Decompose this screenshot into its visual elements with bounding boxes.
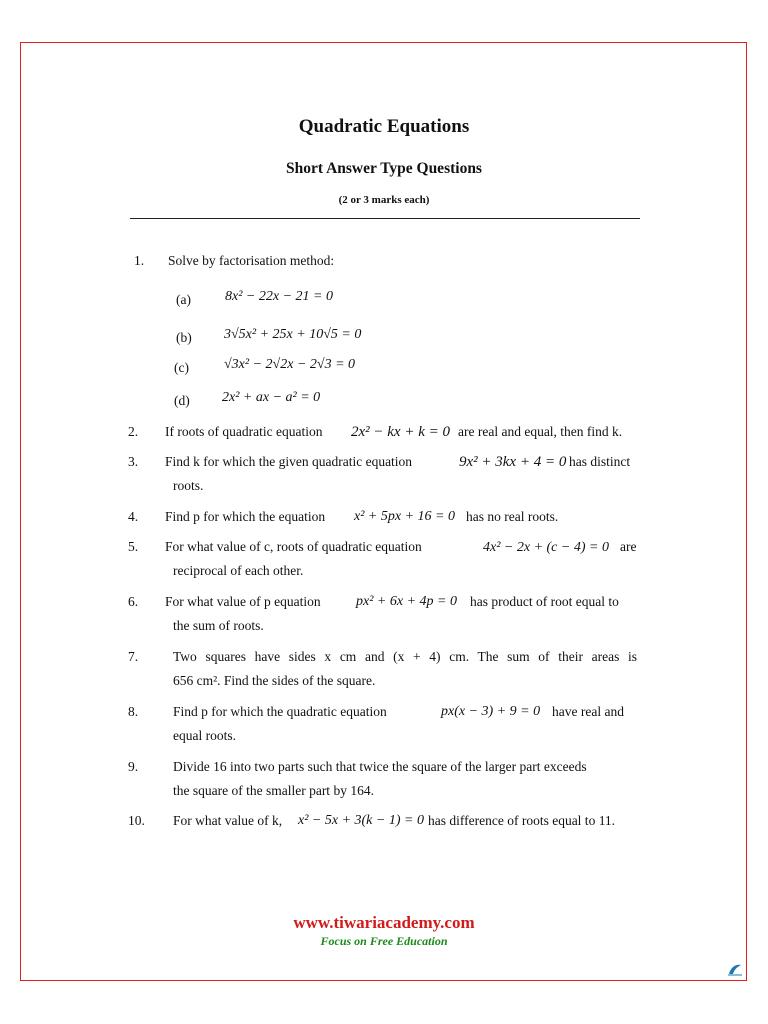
footer-tagline: Focus on Free Education <box>320 934 448 948</box>
q2-pre: If roots of quadratic equation <box>165 424 323 439</box>
footer-website-link[interactable]: www.tiwariacademy.com <box>293 913 475 932</box>
q4-equation: x² + 5px + 16 = 0 <box>354 509 455 524</box>
q8-number: 8. <box>128 704 139 719</box>
q7-number: 7. <box>128 649 139 664</box>
q6-equation: px² + 6x + 4p = 0 <box>356 594 457 609</box>
tiwari-academy-logo-icon <box>727 962 743 978</box>
q8-continuation: equal roots. <box>173 728 236 743</box>
q10-number: 10. <box>128 813 145 828</box>
q3-equation: 9x² + 3kx + 4 = 0 <box>459 454 567 470</box>
q3-number: 3. <box>128 454 139 469</box>
q5-equation: 4x² − 2x + (c − 4) = 0 <box>483 540 609 555</box>
q10-pre: For what value of k, <box>173 813 283 828</box>
marks-note: (2 or 3 marks each) <box>338 194 430 206</box>
q3-continuation: roots. <box>173 478 204 493</box>
q4-pre: Find p for which the equation <box>165 509 326 524</box>
q5-number: 5. <box>128 539 139 554</box>
q1-part-a-label: (a) <box>176 292 191 307</box>
q8-pre: Find p for which the quadratic equation <box>173 704 387 719</box>
section-subtitle: Short Answer Type Questions <box>286 160 482 177</box>
q10-equation: x² − 5x + 3(k − 1) = 0 <box>298 813 424 828</box>
q7-line1: Two squares have sides x cm and (x + 4) cm. The sum of their areas is <box>173 649 637 664</box>
q1-part-c-equation: √3x² − 2√2x − 2√3 = 0 <box>224 357 356 372</box>
q1-part-d-label: (d) <box>174 393 190 408</box>
q8-post: have real and <box>552 704 624 719</box>
q1-number: 1. <box>134 253 145 268</box>
q1-part-a-equation: 8x² − 22x − 21 = 0 <box>225 289 333 304</box>
q4-number: 4. <box>128 509 139 524</box>
q1-part-c-label: (c) <box>174 360 189 375</box>
q7-line2: 656 cm². Find the sides of the square. <box>173 673 376 688</box>
q10-post: has difference of roots equal to 11. <box>428 813 616 828</box>
q1-part-d-equation: 2x² + ax − a² = 0 <box>222 390 321 405</box>
q1-part-b-label: (b) <box>176 330 192 345</box>
q3-post: has distinct <box>569 454 631 469</box>
q6-post: has product of root equal to <box>470 594 619 609</box>
q3-pre: Find k for which the given quadratic equation <box>165 454 413 469</box>
q9-number: 9. <box>128 759 139 774</box>
q6-number: 6. <box>128 594 139 609</box>
q2-equation: 2x² − kx + k = 0 <box>351 424 450 440</box>
q5-pre: For what value of c, roots of quadratic equation <box>165 539 422 554</box>
q2-post: are real and equal, then find k. <box>458 424 623 439</box>
q9-line2: the square of the smaller part by 164. <box>173 783 374 798</box>
q8-equation: px(x − 3) + 9 = 0 <box>441 704 541 719</box>
q6-continuation: the sum of roots. <box>173 618 264 633</box>
q4-post: has no real roots. <box>466 509 559 524</box>
q6-pre: For what value of p equation <box>165 594 321 609</box>
q9-line1: Divide 16 into two parts such that twice the square of the larger part exceeds <box>173 759 587 774</box>
divider <box>130 218 640 219</box>
q2-number: 2. <box>128 424 139 439</box>
page-title: Quadratic Equations <box>298 116 470 137</box>
q5-continuation: reciprocal of each other. <box>173 563 304 578</box>
q1-part-b-equation: 3√5x² + 25x + 10√5 = 0 <box>224 327 362 342</box>
q1-text: Solve by factorisation method: <box>168 253 335 268</box>
q5-post: are <box>620 539 637 554</box>
